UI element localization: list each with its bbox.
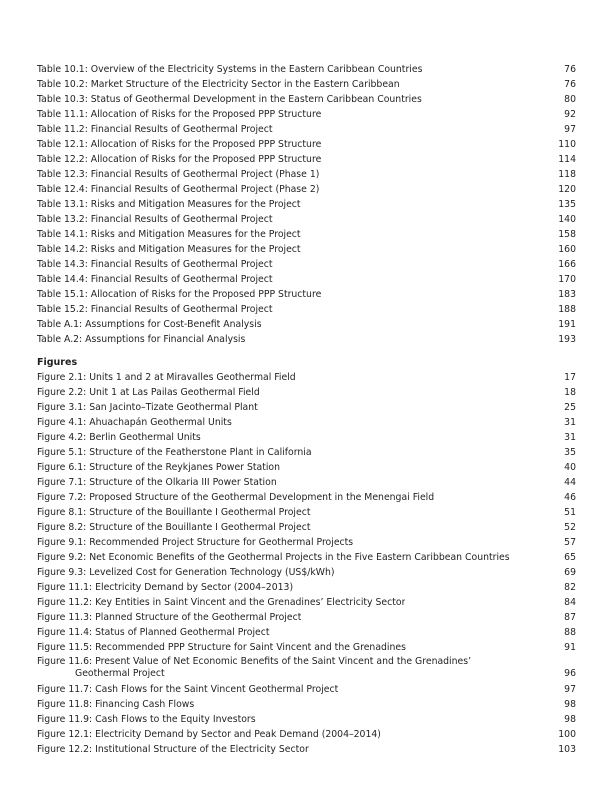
toc-entry-label: Table 14.3: Financial Results of Geothermal Project [37, 259, 273, 270]
toc-entry-page: 18 [564, 387, 576, 398]
toc-entry-page: 160 [558, 244, 576, 255]
toc-entry-page: 76 [564, 79, 576, 90]
toc-entry-page: 110 [558, 139, 576, 150]
toc-entry[interactable] [37, 460, 576, 475]
toc-entry[interactable] [37, 212, 576, 227]
toc-entry-label: Table 10.1: Overview of the Electricity Systems in the Eastern Caribbean Countries [37, 64, 423, 75]
toc-entry-page: 17 [564, 372, 576, 383]
toc-entry[interactable] [37, 287, 576, 302]
toc-entry[interactable] [37, 415, 576, 430]
toc-entry-page: 51 [564, 507, 576, 518]
toc-entry[interactable] [37, 137, 576, 152]
toc-entry-label: Table 11.1: Allocation of Risks for the Proposed PPP Structure [37, 109, 322, 120]
toc-entry[interactable] [37, 242, 576, 257]
toc-entry-label: Figure 11.7: Cash Flows for the Saint Vincent Geothermal Project [37, 684, 339, 695]
toc-entry-page: 82 [564, 582, 576, 593]
toc-entry[interactable] [37, 580, 576, 595]
toc-entry-page: 98 [564, 714, 576, 725]
toc-entry-label: Table 14.4: Financial Results of Geothermal Project [37, 274, 273, 285]
toc-entry-page: 98 [564, 699, 576, 710]
toc-entry-label: Table 12.1: Allocation of Risks for the Proposed PPP Structure [37, 139, 322, 150]
toc-entry-page: 44 [564, 477, 576, 488]
toc-entry-label: Table 12.3: Financial Results of Geothermal Project (Phase 1) [37, 169, 320, 180]
toc-entry-label: Figure 11.4: Status of Planned Geothermal Project [37, 627, 270, 638]
toc-entry[interactable] [37, 490, 576, 505]
toc-entry[interactable] [37, 302, 576, 317]
toc-entry[interactable] [37, 317, 576, 332]
toc-entry-label: Figure 9.1: Recommended Project Structure for Geothermal Projects [37, 537, 354, 548]
toc-entry-label: Figure 12.1: Electricity Demand by Sector and Peak Demand (2004–2014) [37, 729, 381, 740]
toc-entry[interactable] [37, 550, 576, 565]
toc-entry[interactable] [37, 107, 576, 122]
toc-entry-label: Table 10.3: Status of Geothermal Development in the Eastern Caribbean Countries [37, 94, 422, 105]
toc-entry-label: Figure 9.3: Levelized Cost for Generation Technology (US$/kWh) [37, 567, 335, 578]
toc-entry-page: 120 [558, 184, 576, 195]
toc-entry-label [37, 656, 471, 680]
toc-entry-figure-11-6[interactable] [37, 655, 576, 682]
toc-entry-page: 69 [564, 567, 576, 578]
toc-entry[interactable] [37, 62, 576, 77]
toc-entry-page: 88 [564, 627, 576, 638]
toc-entry-page: 76 [564, 64, 576, 75]
toc-entry-page: 166 [558, 259, 576, 270]
toc-entry[interactable] [37, 152, 576, 167]
toc-entry[interactable] [37, 92, 576, 107]
toc-entry-page: 103 [558, 744, 576, 755]
toc-entry[interactable] [37, 712, 576, 727]
toc-entry-page: 183 [558, 289, 576, 300]
toc-entry[interactable] [37, 640, 576, 655]
toc-entry-label: Figure 11.5: Recommended PPP Structure for Saint Vincent and the Grenadines [37, 642, 406, 653]
toc-entry-page: 170 [558, 274, 576, 285]
toc-entry[interactable] [37, 370, 576, 385]
toc-entry-label: Figure 9.2: Net Economic Benefits of the Geothermal Projects in the Five Eastern Caribbean Countries [37, 552, 510, 563]
toc-entry[interactable] [37, 182, 576, 197]
toc-entry-page: 87 [564, 612, 576, 623]
toc-entry[interactable] [37, 272, 576, 287]
toc-entry-page: 91 [564, 642, 576, 653]
toc-entry[interactable] [37, 122, 576, 137]
toc-entry-page: 100 [558, 729, 576, 740]
toc-entry-label: Figure 12.2: Institutional Structure of the Electricity Sector [37, 744, 309, 755]
toc-entry-page: 140 [558, 214, 576, 225]
toc-entry-label: Table 15.2: Financial Results of Geothermal Project [37, 304, 273, 315]
toc-entry[interactable] [37, 197, 576, 212]
toc-entry[interactable] [37, 520, 576, 535]
toc-entry-label: Figure 6.1: Structure of the Reykjanes Power Station [37, 462, 280, 473]
toc-entry[interactable] [37, 535, 576, 550]
toc-entry-label: Figure 2.2: Unit 1 at Las Pailas Geothermal Field [37, 387, 260, 398]
toc-entry-label: Table 14.1: Risks and Mitigation Measures for the Project [37, 229, 301, 240]
toc-entry-label: Figure 5.1: Structure of the Featherstone Plant in California [37, 447, 312, 458]
toc-entry-page: 191 [558, 319, 576, 330]
toc-entry-page: 92 [564, 109, 576, 120]
list-of-tables-and-figures [37, 62, 576, 757]
toc-entry-label: Table 10.2: Market Structure of the Electricity Sector in the Eastern Caribbean [37, 79, 400, 90]
toc-entry[interactable] [37, 595, 576, 610]
toc-entry-label: Figure 2.1: Units 1 and 2 at Miravalles Geothermal Field [37, 372, 296, 383]
tables-list [37, 62, 576, 347]
toc-entry-page: 46 [564, 492, 576, 503]
toc-entry[interactable] [37, 332, 576, 347]
toc-entry-page: 31 [564, 432, 576, 443]
toc-entry-page: 35 [564, 447, 576, 458]
toc-entry-label: Figure 4.1: Ahuachapán Geothermal Units [37, 417, 232, 428]
toc-entry[interactable] [37, 625, 576, 640]
toc-entry[interactable] [37, 682, 576, 697]
toc-entry-page: 96 [564, 668, 576, 679]
toc-entry[interactable] [37, 565, 576, 580]
toc-entry[interactable] [37, 257, 576, 272]
toc-entry-label: Table 12.2: Allocation of Risks for the Proposed PPP Structure [37, 154, 322, 165]
toc-entry-page: 65 [564, 552, 576, 563]
toc-entry-page: 118 [558, 169, 576, 180]
toc-entry[interactable] [37, 727, 576, 742]
toc-entry-label: Figure 4.2: Berlin Geothermal Units [37, 432, 201, 443]
toc-entry-page: 31 [564, 417, 576, 428]
toc-entry[interactable] [37, 430, 576, 445]
toc-entry-page: 135 [558, 199, 576, 210]
toc-entry[interactable] [37, 400, 576, 415]
toc-entry-label: Figure 3.1: San Jacinto–Tizate Geothermal Plant [37, 402, 258, 413]
toc-entry[interactable] [37, 610, 576, 625]
toc-entry-label: Figure 7.2: Proposed Structure of the Geothermal Development in the Menengai Field [37, 492, 435, 503]
toc-entry-label: Table 13.1: Risks and Mitigation Measures for the Project [37, 199, 301, 210]
toc-entry[interactable] [37, 167, 576, 182]
toc-entry-label-line1: Figure 11.6: Present Value of Net Economic Benefits of the Saint Vincent and the Grenadines’ [37, 656, 472, 667]
toc-entry[interactable] [37, 742, 576, 757]
toc-entry-label: Table A.1: Assumptions for Cost-Benefit Analysis [37, 319, 262, 330]
toc-entry[interactable] [37, 385, 576, 400]
toc-entry-label: Figure 11.9: Cash Flows to the Equity Investors [37, 714, 256, 725]
toc-entry[interactable] [37, 505, 576, 520]
toc-entry[interactable] [37, 475, 576, 490]
toc-entry-label: Figure 11.8: Financing Cash Flows [37, 699, 195, 710]
toc-entry-label: Figure 11.3: Planned Structure of the Geothermal Project [37, 612, 302, 623]
toc-entry[interactable] [37, 445, 576, 460]
toc-entry-page: 188 [558, 304, 576, 315]
toc-entry[interactable] [37, 77, 576, 92]
toc-entry-page: 80 [564, 94, 576, 105]
toc-entry[interactable] [37, 697, 576, 712]
toc-entry-label: Figure 8.1: Structure of the Bouillante I Geothermal Project [37, 507, 311, 518]
toc-entry-label: Figure 11.1: Electricity Demand by Sector (2004–2013) [37, 582, 294, 593]
toc-entry-page: 193 [558, 334, 576, 345]
toc-entry-page: 114 [558, 154, 576, 165]
figures-after-list [37, 682, 576, 757]
toc-entry-label: Figure 11.2: Key Entities in Saint Vincent and the Grenadines’ Electricity Sector [37, 597, 406, 608]
toc-entry-label: Table 12.4: Financial Results of Geothermal Project (Phase 2) [37, 184, 320, 195]
figures-list [37, 370, 576, 655]
toc-entry-page: 158 [558, 229, 576, 240]
toc-entry-page: 57 [564, 537, 576, 548]
toc-entry-page: 25 [564, 402, 576, 413]
toc-entry-label: Table 13.2: Financial Results of Geothermal Project [37, 214, 273, 225]
figures-heading: Figures [37, 357, 78, 368]
toc-entry-label: Table 11.2: Financial Results of Geothermal Project [37, 124, 273, 135]
toc-entry-label: Figure 8.2: Structure of the Bouillante I Geothermal Project [37, 522, 311, 533]
toc-entry-label: Table 15.1: Allocation of Risks for the Proposed PPP Structure [37, 289, 322, 300]
toc-entry-label: Table 14.2: Risks and Mitigation Measures for the Project [37, 244, 301, 255]
toc-entry-label-line2: Geothermal Project [75, 668, 165, 679]
toc-entry-page: 52 [564, 522, 576, 533]
toc-entry-page: 97 [564, 124, 576, 135]
toc-entry-label: Figure 7.1: Structure of the Olkaria III Power Station [37, 477, 277, 488]
toc-entry[interactable] [37, 227, 576, 242]
toc-entry-page: 97 [564, 684, 576, 695]
toc-entry-page: 84 [564, 597, 576, 608]
toc-entry-page: 40 [564, 462, 576, 473]
toc-entry-label: Table A.2: Assumptions for Financial Analysis [37, 334, 246, 345]
